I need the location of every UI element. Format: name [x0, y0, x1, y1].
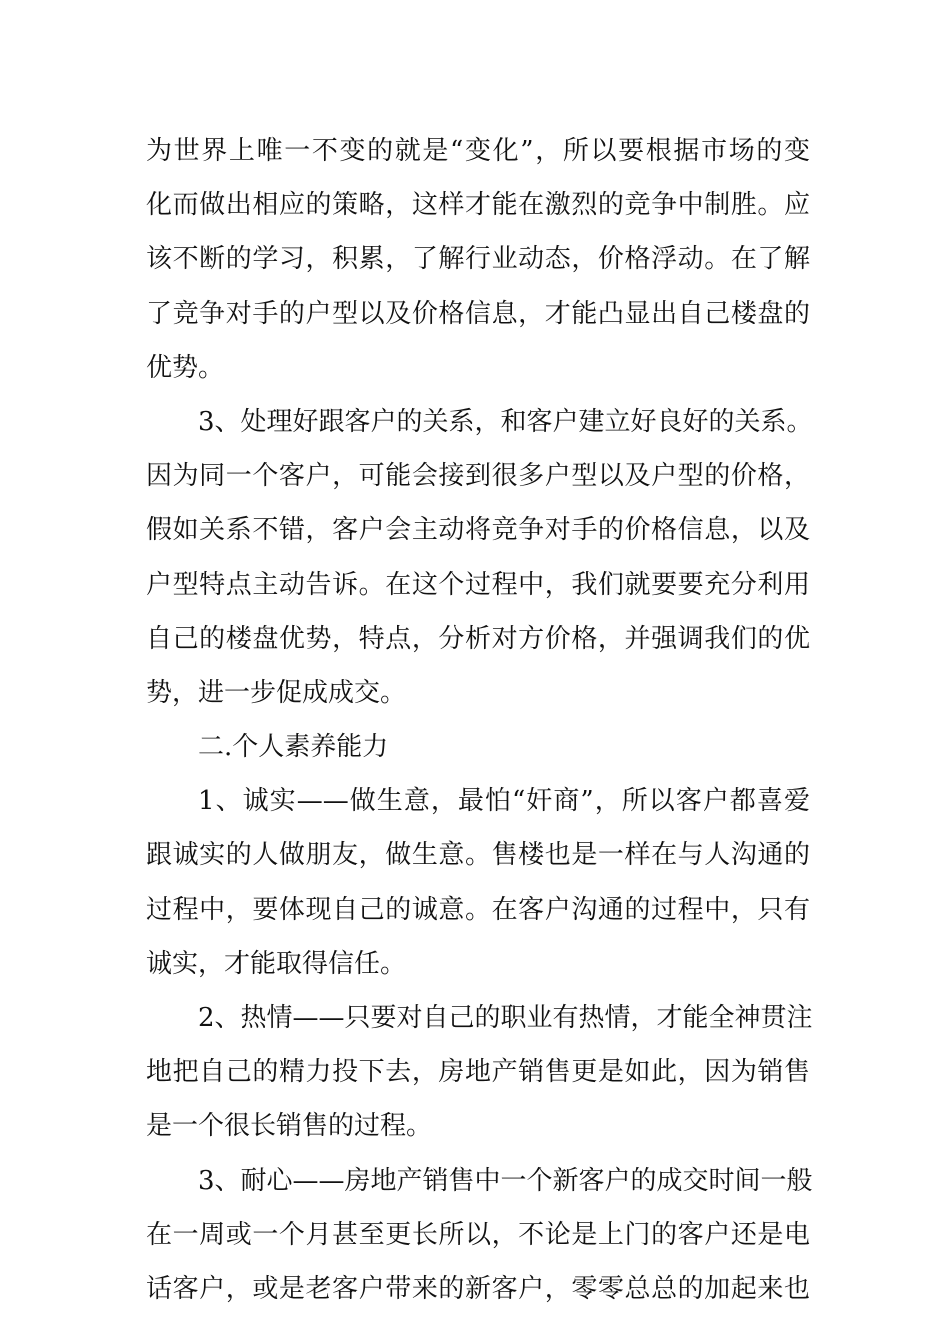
text-line: 化而做出相应的策略，这样才能在激烈的竞争中制胜。应	[146, 190, 810, 221]
text-line: 势，进一步促成成交。	[146, 677, 407, 708]
text-line: 因为同一个客户，可能会接到很多户型以及户型的价格，	[146, 461, 810, 492]
text-line: 在一周或一个月甚至更长所以，不论是上门的客户还是电	[146, 1219, 810, 1250]
text-line: 自己的楼盘优势，特点，分析对方价格，并强调我们的优	[146, 623, 810, 654]
paragraph-start-line: 1、诚实——做生意，最怕“奸商”，所以客户都喜爱	[198, 786, 810, 817]
text-line: 户型特点主动告诉。在这个过程中，我们就要要充分利用	[146, 569, 810, 600]
text-line: 地把自己的精力投下去，房地产销售更是如此，因为销售	[146, 1057, 810, 1088]
text-line: 了竞争对手的户型以及价格信息，才能凸显出自己楼盘的	[146, 298, 810, 329]
text-line: 诚实，才能取得信任。	[146, 948, 407, 979]
paragraph-start-line: 3、处理好跟客户的关系，和客户建立好良好的关系。	[198, 406, 813, 437]
section-heading: 二.个人素养能力	[198, 732, 389, 763]
text-line: 跟诚实的人做朋友，做生意。售楼也是一样在与人沟通的	[146, 840, 810, 871]
text-line: 话客户，或是老客户带来的新客户，零零总总的加起来也	[146, 1273, 810, 1304]
text-line: 优势。	[146, 352, 225, 383]
text-line: 假如关系不错，客户会主动将竞争对手的价格信息，以及	[146, 515, 810, 546]
text-line: 该不断的学习，积累，了解行业动态，价格浮动。在了解	[146, 244, 810, 275]
paragraph-start-line: 3、耐心——房地产销售中一个新客户的成交时间一般	[198, 1165, 813, 1196]
paragraph-start-line: 2、热情——只要对自己的职业有热情，才能全神贯注	[198, 1003, 813, 1033]
document-page	[146, 124, 813, 1316]
text-line: 是一个很长销售的过程。	[146, 1111, 433, 1142]
text-line: 过程中，要体现自己的诚意。在客户沟通的过程中，只有	[146, 894, 810, 925]
text-line: 为世界上唯一不变的就是“变化”，所以要根据市场的变	[146, 136, 810, 166]
